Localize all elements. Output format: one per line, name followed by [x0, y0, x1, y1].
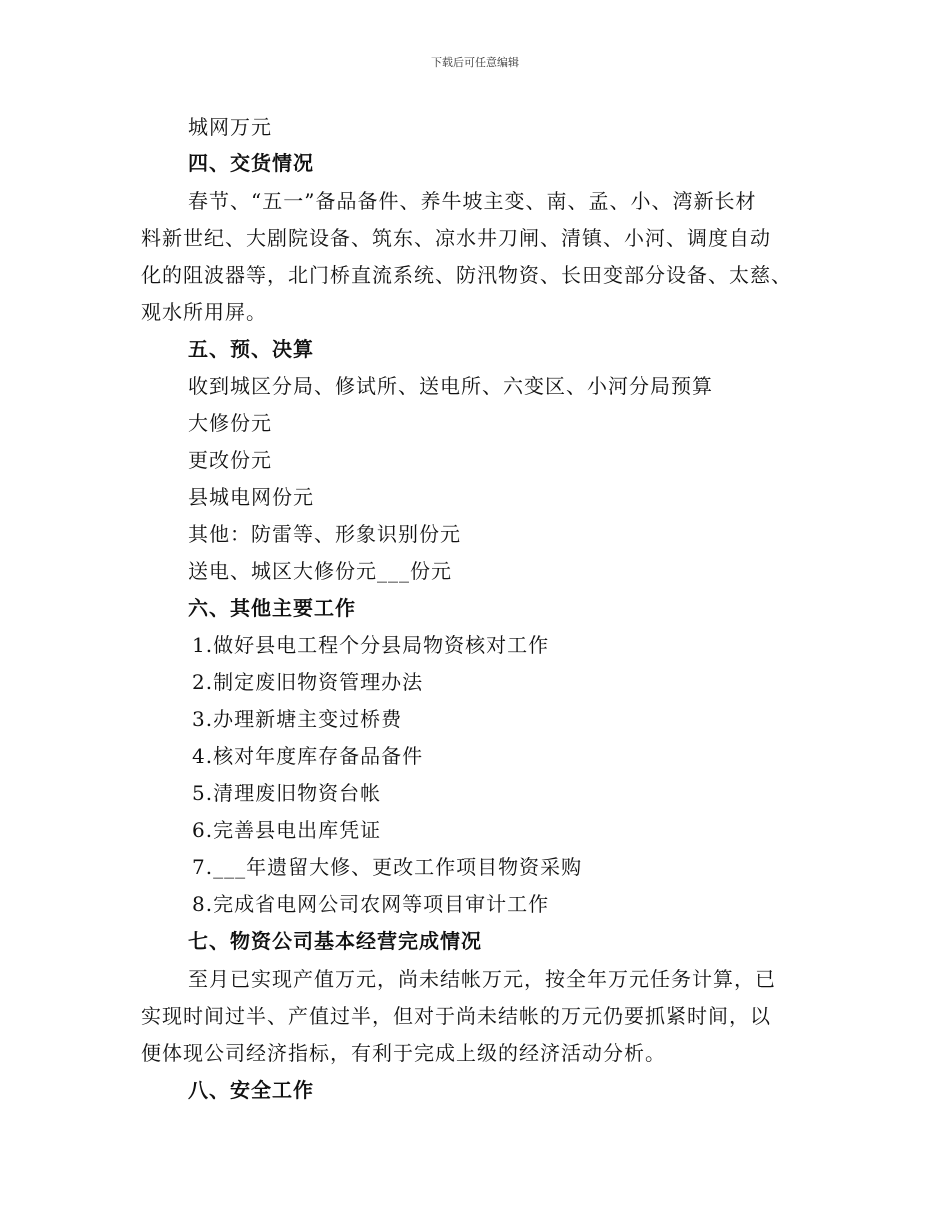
text-line: 送电、城区大修份元___份元 [188, 559, 452, 583]
list-item: 5.清理废旧物资台帐 [192, 781, 382, 805]
list-item: 8.完成省电网公司农网等项目审计工作 [192, 892, 550, 916]
paragraph-line: 至月已实现产值万元，尚未结帐万元，按全年万元任务计算，已 [188, 967, 776, 991]
list-item: 2.制定废旧物资管理办法 [192, 670, 424, 694]
text-line: 县城电网份元 [188, 485, 314, 509]
list-item: 1.做好县电工程个分县局物资核对工作 [192, 633, 550, 657]
paragraph-line: 化的阻波器等，北门桥直流系统、防汛物资、长田变部分设备、太慈、 [141, 263, 792, 287]
section-heading: 六、其他主要工作 [188, 596, 356, 620]
section-heading: 八、安全工作 [188, 1078, 314, 1102]
list-item: 6.完善县电出库凭证 [192, 818, 382, 842]
section-heading: 七、物资公司基本经营完成情况 [188, 929, 482, 953]
text-line: 其他：防雷等、形象识别份元 [188, 522, 461, 546]
page-header: 下载后可任意编辑 [431, 56, 519, 69]
paragraph-line: 春节、“五一”备品备件、养牛坡主变、南、孟、小、湾新长材 [188, 189, 757, 213]
text-line: 城网万元 [188, 115, 272, 139]
list-item: 3.办理新塘主变过桥费 [192, 707, 403, 731]
paragraph-line: 观水所用屏。 [141, 300, 267, 324]
list-item: 7.___年遗留大修、更改工作项目物资采购 [192, 855, 583, 879]
paragraph-line: 实现时间过半、产值过半，但对于尚未结帐的万元仍要抓紧时间，以 [141, 1004, 771, 1028]
list-item: 4.核对年度库存备品备件 [192, 744, 424, 768]
paragraph-line: 便体现公司经济指标，有利于完成上级的经济活动分析。 [141, 1041, 666, 1065]
paragraph-line: 料新世纪、大剧院设备、筑东、凉水井刀闸、清镇、小河、调度自动 [141, 226, 771, 250]
text-line: 更改份元 [188, 448, 272, 472]
text-line: 收到城区分局、修试所、送电所、六变区、小河分局预算 [188, 374, 713, 398]
section-heading: 五、预、决算 [188, 337, 314, 361]
text-line: 大修份元 [188, 411, 272, 435]
section-heading: 四、交货情况 [188, 151, 314, 175]
